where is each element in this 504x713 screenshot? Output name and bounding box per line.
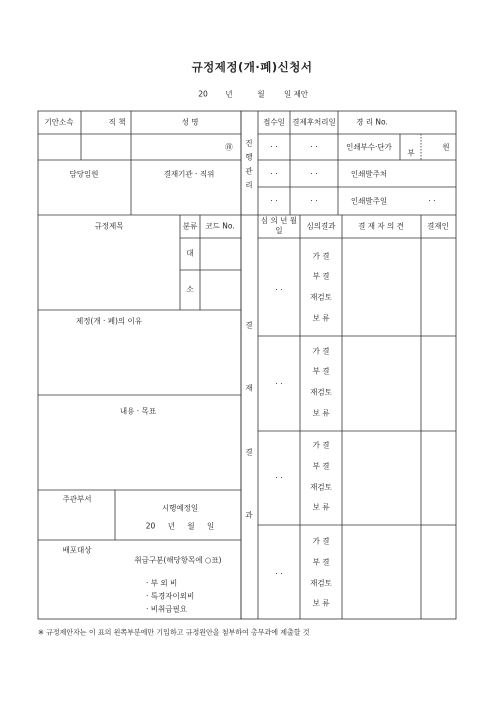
code-no-label: 코드 No.	[205, 221, 235, 231]
reason-label: 제정(개 · 폐)의 이유	[75, 316, 143, 326]
rule-title-label: 규정제목	[94, 221, 124, 231]
officer-label: 담당임원	[69, 169, 99, 179]
result-option: 부 결	[312, 271, 330, 281]
page-title: 규정제정(개·폐)신청서	[191, 60, 313, 74]
date-dots: · ·	[310, 196, 318, 206]
progress-label-char: 행	[245, 152, 253, 162]
post-date-label: 결제후처리일	[292, 117, 336, 127]
review-label-char: 재	[245, 383, 253, 393]
review-result-label: 심의결과	[306, 221, 336, 231]
distribution-label: 배포대상	[62, 545, 92, 555]
dept-label: 기안소속	[44, 117, 74, 127]
result-option: 부 결	[312, 366, 330, 376]
review-date-dots: · ·	[275, 569, 283, 579]
result-option: 재검토	[310, 578, 332, 588]
result-option: 보 류	[312, 502, 330, 512]
admin-no-label: 경 리 No.	[356, 117, 388, 127]
category-small: 소	[186, 284, 194, 294]
print-date-label: 인쇄발주일	[350, 196, 388, 206]
result-option: 부 결	[312, 461, 330, 471]
review-date-dots: · ·	[275, 473, 283, 483]
receipt-date-label: 접수일	[263, 117, 285, 127]
result-option: 재검토	[310, 482, 332, 492]
date-dots: · ·	[310, 142, 318, 152]
won-unit: 원	[442, 142, 450, 152]
review-label-char: 결	[245, 320, 253, 330]
effective-date-line: 20 년 월 일	[145, 521, 215, 531]
review-date-label: 심 의 년 월 일	[260, 216, 298, 235]
handling-item: · 특경자이외비	[146, 591, 195, 601]
print-cost-label: 인쇄부수·단가	[346, 142, 392, 152]
result-option: 보 류	[312, 313, 330, 323]
category-label: 분류	[182, 221, 198, 231]
date-dots: · ·	[310, 169, 318, 179]
result-option: 재검토	[310, 292, 332, 302]
name-label: 성 명	[181, 117, 199, 127]
progress-label-char: 관	[245, 166, 253, 176]
handling-item: · 부 외 비	[146, 578, 178, 588]
progress-label-char: 진	[245, 138, 253, 148]
date-dots: · ·	[270, 196, 278, 206]
result-option: 부 결	[312, 557, 330, 567]
result-option: 보 류	[312, 598, 330, 608]
print-request-label: 인쇄발주처	[350, 169, 388, 179]
date-year-prefix: 20	[198, 89, 208, 99]
effective-date-label: 시행예정일	[161, 503, 199, 513]
content-label: 내용 · 목표	[119, 406, 157, 416]
date-month: 월	[257, 89, 265, 99]
result-option: 가 결	[312, 346, 330, 356]
approver-opinion-label: 결 재 자 의 견	[358, 221, 404, 231]
date-dots: · ·	[428, 196, 436, 206]
handling-label: 취급구분(해당항목에 ○표)	[134, 555, 222, 565]
result-option: 보 류	[312, 408, 330, 418]
result-option: 가 결	[312, 440, 330, 450]
copies-unit: 부	[407, 148, 415, 158]
date-dots: · ·	[270, 169, 278, 179]
date-dots: · ·	[270, 142, 278, 152]
date-day: 일 제안	[283, 89, 309, 99]
result-option: 가 결	[312, 251, 330, 261]
date-year: 년	[225, 89, 233, 99]
review-label-char: 과	[245, 510, 253, 520]
position-label: 직 책	[108, 117, 126, 127]
approver-label: 결재인	[427, 221, 449, 231]
review-label-char: 결	[245, 447, 253, 457]
handling-item: · 비취급필요	[146, 604, 187, 614]
review-date-dots: · ·	[275, 285, 283, 295]
footnote: ※ 규정제안자는 이 표의 왼쪽부분에만 기입하고 규정원안을 첨부하여 총무과에 제출할 것	[38, 628, 310, 637]
left-panel-border	[38, 111, 241, 619]
review-date-dots: · ·	[275, 379, 283, 389]
dept-in-charge-label: 주관부서	[62, 494, 92, 504]
seal-mark: ㊞	[225, 142, 233, 152]
category-large: 대	[186, 248, 194, 258]
result-option: 가 결	[312, 536, 330, 546]
progress-label-char: 리	[245, 180, 253, 190]
result-option: 재검토	[310, 387, 332, 397]
approver-title-label: 결재기관 · 직위	[163, 169, 215, 179]
